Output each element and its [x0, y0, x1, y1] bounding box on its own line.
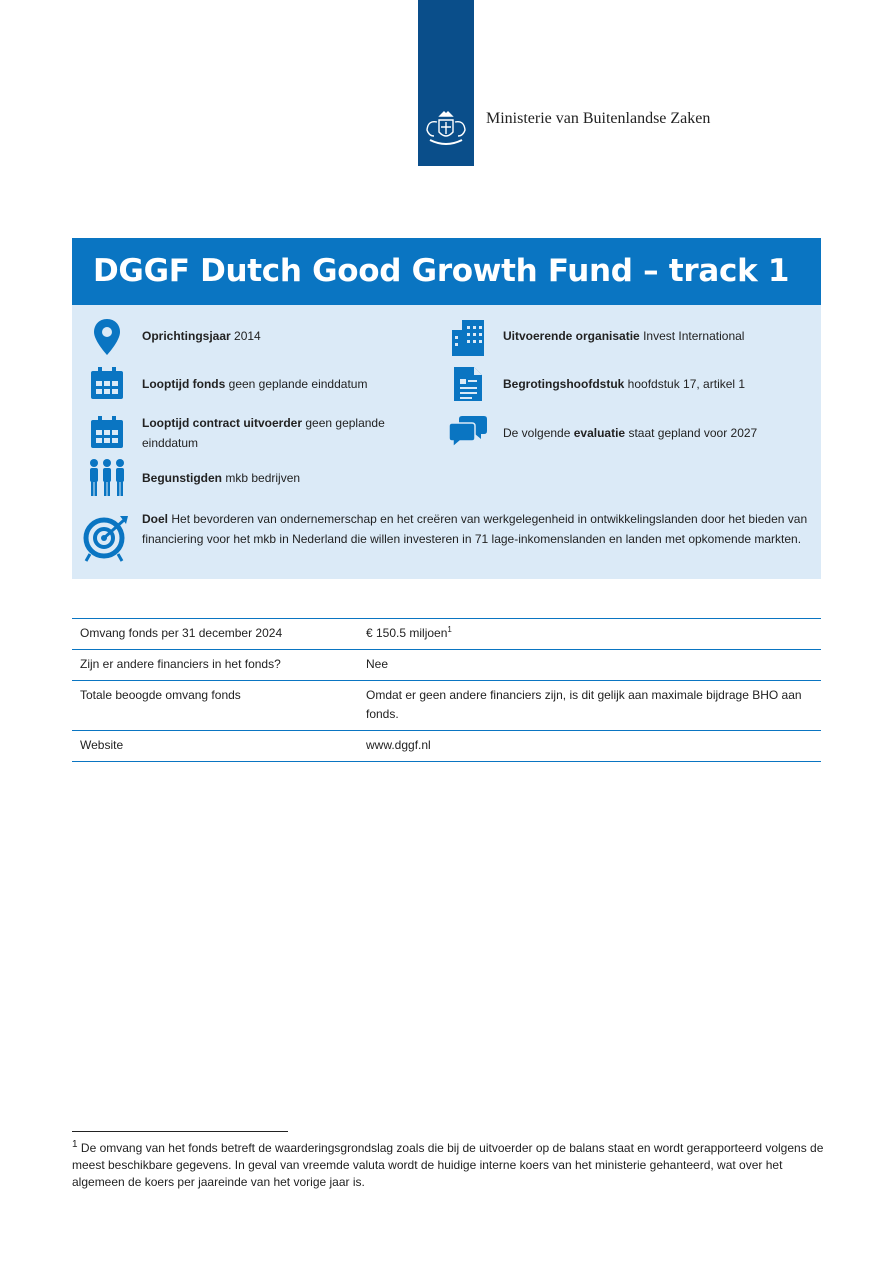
footnote — [72, 1140, 824, 1191]
coat-of-arms-icon — [422, 108, 470, 152]
footnote-text: De omvang van het fonds betreft de waarderingsgrondslag zoals die bij de uitvoerder op de balans staat en wordt gerapporteerd volgens de meest beschikbare gegevens. In geval van vreemde valuta wordt de huidige interne koers van het ministerie gehanteerd, wat over het algemeen de koers per jaareinde van het vorige jaar is. — [72, 1141, 824, 1189]
contract-term — [142, 413, 422, 453]
fund-term-value: geen geplande einddatum — [228, 377, 368, 391]
table-row — [72, 731, 821, 762]
fund-term-label: Looptijd fonds — [142, 377, 226, 391]
fact-key: Website — [72, 731, 358, 762]
people-group-icon — [88, 458, 126, 498]
fact-value: Omdat er geen andere financiers zijn, is dit gelijk aan maximale bijdrage BHO aan fonds. — [358, 681, 821, 731]
goal-value: Het bevorderen van ondernemerschap en het creëren van werkgelegenheid in ontwikkelingslanden door het bieden van financiering voor het mkb in Nederland die willen investeren in 71 lage-inkomenslanden en landen met opkomende markten. — [142, 512, 808, 546]
evaluation-suffix: staat gepland voor 2027 — [628, 426, 758, 440]
beneficiaries-label: Begunstigden — [142, 471, 222, 485]
calendar-icon — [90, 415, 124, 449]
document-icon — [452, 365, 484, 403]
goal-label: Doel — [142, 512, 169, 526]
fact-value — [358, 619, 821, 650]
evaluation — [503, 423, 757, 443]
fact-key: Totale beoogde omvang fonds — [72, 681, 358, 731]
fund-info-card — [72, 238, 821, 579]
goal — [142, 509, 812, 549]
ministry-name: Ministerie van Buitenlandse Zaken — [486, 110, 711, 127]
footnote-ref[interactable]: 1 — [447, 625, 452, 634]
footnote-number: 1 — [72, 1139, 78, 1150]
calendar-icon — [90, 366, 124, 400]
organisation-value: Invest International — [643, 329, 745, 343]
table-row — [72, 681, 821, 731]
beneficiaries-value: mkb bedrijven — [225, 471, 301, 485]
executing-organisation — [503, 326, 744, 346]
founding-value: 2014 — [234, 329, 261, 343]
budget-chapter — [503, 374, 745, 394]
table-row — [72, 650, 821, 681]
fund-term — [142, 374, 367, 394]
beneficiaries — [142, 468, 300, 488]
evaluation-prefix: De volgende — [503, 426, 571, 440]
budget-chapter-label: Begrotingshoofdstuk — [503, 377, 625, 391]
fact-key: Omvang fonds per 31 december 2024 — [72, 619, 358, 650]
target-icon — [82, 514, 130, 562]
location-pin-icon — [92, 318, 122, 356]
evaluation-label: evaluatie — [573, 426, 626, 440]
fund-facts-table — [72, 618, 821, 762]
budget-chapter-value: hoofdstuk 17, artikel 1 — [627, 377, 746, 391]
website-link[interactable]: www.dggf.nl — [358, 731, 821, 762]
contract-term-value: geen geplande einddatum — [142, 416, 385, 450]
organisation-label: Uitvoerende organisatie — [503, 329, 640, 343]
table-row — [72, 619, 821, 650]
fact-value: Nee — [358, 650, 821, 681]
speech-bubbles-icon — [448, 414, 488, 448]
footnote-divider — [72, 1131, 288, 1132]
fact-key: Zijn er andere financiers in het fonds? — [72, 650, 358, 681]
fact-value-text: € 150.5 miljoen — [366, 626, 448, 640]
office-building-icon — [450, 318, 486, 356]
card-title: DGGF Dutch Good Growth Fund – track 1 — [72, 238, 821, 305]
founding-year — [142, 326, 261, 346]
logo-bar — [418, 0, 474, 166]
contract-term-label: Looptijd contract uitvoerder — [142, 416, 303, 430]
founding-label: Oprichtingsjaar — [142, 329, 231, 343]
